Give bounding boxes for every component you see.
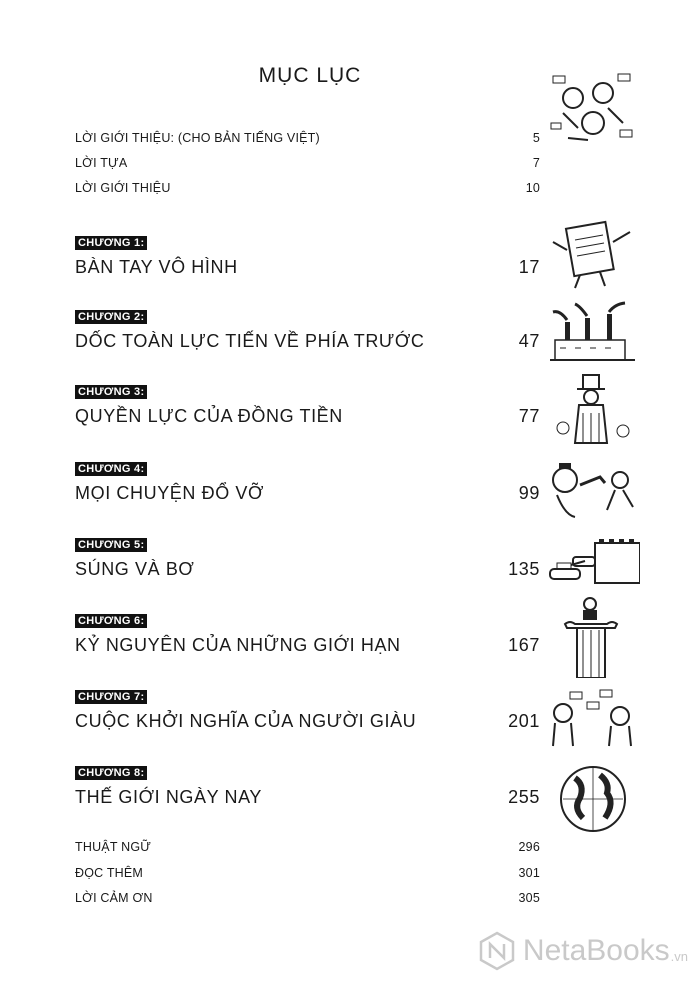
chapter-label: CHƯƠNG 5: xyxy=(75,538,147,552)
chapter-label: CHƯƠNG 2: xyxy=(75,310,147,324)
toc-entry[interactable] xyxy=(75,891,540,905)
uncle-sam-icon xyxy=(545,373,640,445)
tanks-factory-icon xyxy=(545,535,640,587)
chapter-label: CHƯƠNG 1: xyxy=(75,236,147,250)
chapter-entry[interactable] xyxy=(75,233,540,278)
entry-page: 305 xyxy=(518,891,540,905)
chapter-entry[interactable] xyxy=(75,459,540,504)
entry-label: LỜI GIỚI THIỆU: (CHO BẢN TIẾNG VIỆT) xyxy=(75,131,320,145)
netabooks-logo-icon xyxy=(477,931,517,971)
chapter-entry[interactable] xyxy=(75,382,540,427)
chapter-title: KỶ NGUYÊN CỦA NHỮNG GIỚI HẠN xyxy=(75,635,401,655)
chapter-page: 167 xyxy=(508,635,540,655)
watermark-suffix: .vn xyxy=(670,948,688,964)
chapter-page: 201 xyxy=(508,711,540,731)
page-title: MỤC LỤC xyxy=(258,64,362,87)
globe-icon xyxy=(545,763,640,835)
chapter-entry[interactable] xyxy=(75,611,540,656)
watermark-brand: NetaBooks xyxy=(522,934,670,967)
toc-entry[interactable] xyxy=(75,181,540,195)
chapter-page: 255 xyxy=(508,787,540,807)
toc-entry[interactable] xyxy=(75,866,540,880)
chapter-title: SÚNG VÀ BƠ xyxy=(75,559,195,579)
chapter-title: QUYỀN LỰC CỦA ĐỒNG TIỀN xyxy=(75,406,343,426)
chapter-page: 47 xyxy=(518,331,540,351)
chapter-page: 135 xyxy=(508,559,540,579)
rich-men-icon xyxy=(545,688,640,748)
entry-label: THUẬT NGỮ xyxy=(75,840,152,854)
chapter-entry[interactable] xyxy=(75,763,540,808)
chapter-label: CHƯƠNG 8: xyxy=(75,766,147,780)
chapter-title: DỐC TOÀN LỰC TIẾN VỀ PHÍA TRƯỚC xyxy=(75,331,425,351)
chapter-label: CHƯƠNG 7: xyxy=(75,690,147,704)
entry-label: LỜI GIỚI THIỆU xyxy=(75,181,171,195)
entry-label: ĐỌC THÊM xyxy=(75,866,144,880)
chapter-entry[interactable] xyxy=(75,687,540,732)
column-icon xyxy=(545,596,640,678)
entry-label: LỜI TỰA xyxy=(75,156,128,170)
entry-page: 301 xyxy=(518,866,540,880)
entry-page: 7 xyxy=(532,156,540,170)
chapter-entry[interactable] xyxy=(75,307,540,352)
chapter-page: 99 xyxy=(518,483,540,503)
chapter-label: CHƯƠNG 6: xyxy=(75,614,147,628)
factory-icon xyxy=(545,300,640,368)
toc-entry[interactable] xyxy=(75,131,540,145)
chapter-title: MỌI CHUYỆN ĐỔ VỠ xyxy=(75,483,265,503)
chapter-label: CHƯƠNG 3: xyxy=(75,385,147,399)
kicking-man-icon xyxy=(545,455,640,525)
entry-page: 5 xyxy=(532,131,540,145)
chapter-page: 17 xyxy=(518,257,540,277)
chapter-page: 77 xyxy=(518,406,540,426)
chapter-entry[interactable] xyxy=(75,535,540,580)
watermark xyxy=(477,931,688,971)
money-people-icon xyxy=(548,68,638,148)
toc-entry[interactable] xyxy=(75,156,540,170)
book-with-legs-icon xyxy=(545,220,640,290)
chapter-title: CUỘC KHỞI NGHĨA CỦA NGƯỜI GIÀU xyxy=(75,711,417,731)
chapter-title: BÀN TAY VÔ HÌNH xyxy=(75,257,238,277)
entry-label: LỜI CẢM ƠN xyxy=(75,891,153,905)
toc-entry[interactable] xyxy=(75,840,540,854)
entry-page: 10 xyxy=(525,181,540,195)
entry-page: 296 xyxy=(518,840,540,854)
chapter-title: THẾ GIỚI NGÀY NAY xyxy=(75,787,263,807)
chapter-label: CHƯƠNG 4: xyxy=(75,462,147,476)
